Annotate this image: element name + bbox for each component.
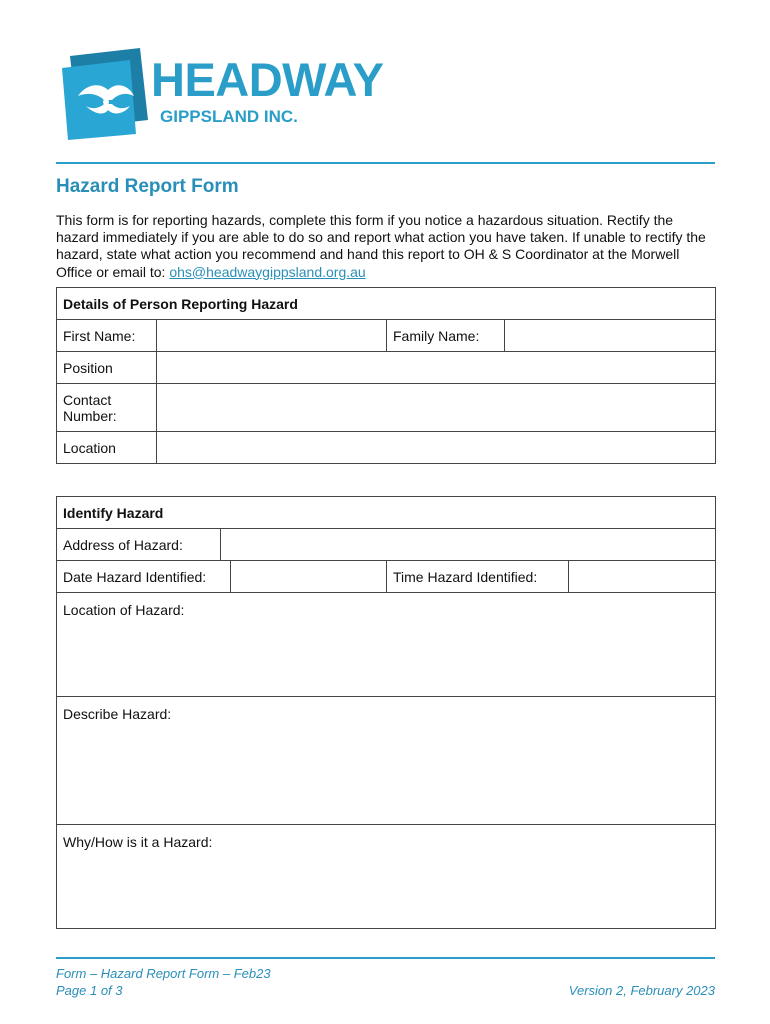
logo-name: HEADWAY (151, 53, 384, 106)
date-label: Date Hazard Identified: (57, 561, 231, 593)
address-field[interactable] (221, 529, 716, 561)
hands-logo-icon (56, 44, 156, 144)
address-label: Address of Hazard: (57, 529, 221, 561)
intro-text: This form is for reporting hazards, complete this form if you notice a hazardous situation. Rectify the hazard immediately if you are able to do so and report what action you have taken. If unable to rectify the hazard, state what action you recommend and hand this report to OH & S Coordinator at the Morwell Office or email to: (56, 212, 706, 280)
footer-form-name: Form – Hazard Report Form – Feb23 (56, 966, 271, 981)
header-divider (56, 162, 715, 164)
headway-logo (56, 44, 401, 144)
date-field[interactable] (231, 561, 387, 593)
location-label: Location (57, 432, 157, 464)
location-field[interactable] (157, 432, 716, 464)
footer-divider (56, 957, 715, 959)
location-of-hazard-label: Location of Hazard: (63, 602, 185, 618)
identify-hazard-table (56, 496, 716, 929)
intro-paragraph (56, 212, 718, 281)
family-name-label: Family Name: (387, 320, 505, 352)
position-label: Position (57, 352, 157, 384)
time-field[interactable] (569, 561, 716, 593)
time-label: Time Hazard Identified: (387, 561, 569, 593)
describe-hazard-label: Describe Hazard: (63, 706, 172, 722)
why-hazard-field[interactable] (57, 825, 716, 929)
logo-subtitle: GIPPSLAND INC. (160, 107, 298, 126)
describe-hazard-field[interactable] (57, 697, 716, 825)
reporter-details-table (56, 287, 716, 464)
contact-number-field[interactable] (157, 384, 716, 432)
why-hazard-label: Why/How is it a Hazard: (63, 834, 213, 850)
footer-left (56, 965, 271, 999)
email-link[interactable]: ohs@headwaygippsland.org.au (169, 263, 366, 280)
footer-version: Version 2, February 2023 (568, 983, 715, 998)
reporter-section-heading: Details of Person Reporting Hazard (57, 288, 716, 320)
first-name-field[interactable] (157, 320, 387, 352)
footer-page-number: Page 1 of 3 (56, 983, 123, 998)
form-title: Hazard Report Form (56, 176, 239, 197)
hazard-section-heading: Identify Hazard (57, 497, 716, 529)
location-of-hazard-field[interactable] (57, 593, 716, 697)
contact-number-label: Contact Number: (57, 384, 157, 432)
position-field[interactable] (157, 352, 716, 384)
first-name-label: First Name: (57, 320, 157, 352)
family-name-field[interactable] (505, 320, 716, 352)
